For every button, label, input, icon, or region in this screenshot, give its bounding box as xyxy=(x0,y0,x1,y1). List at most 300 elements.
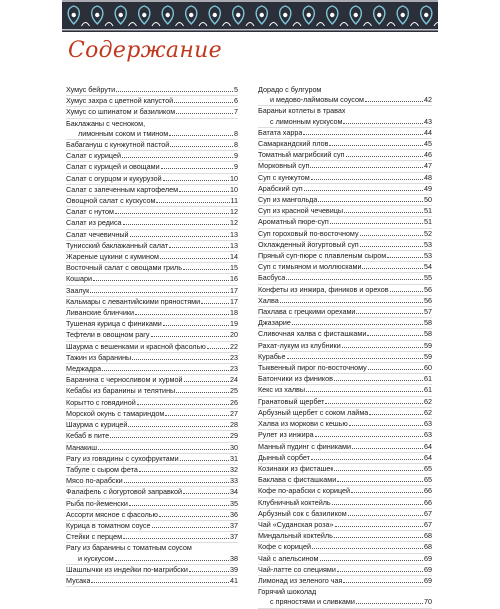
toc-entry xyxy=(66,230,238,241)
toc-entry xyxy=(258,554,432,565)
dot-leader xyxy=(311,179,423,180)
toc-page-number: 37 xyxy=(230,532,238,542)
toc-entry-title: Басбуса xyxy=(258,273,286,283)
toc-entry-title: Бабагануш с кунжутной пастой xyxy=(66,140,170,150)
dot-leader xyxy=(320,560,424,561)
toc-entry-title: Ароматный пюре-суп xyxy=(258,217,329,227)
toc-entry xyxy=(66,386,238,397)
toc-page-number: 9 xyxy=(234,162,238,172)
toc-entry-title-continued: и кускусом xyxy=(78,553,114,563)
toc-entry xyxy=(66,420,238,431)
dot-leader xyxy=(287,358,423,359)
toc-page-number: 69 xyxy=(424,564,432,574)
toc-page-number: 61 xyxy=(424,385,432,395)
toc-entry-title: Курабье xyxy=(258,351,286,361)
toc-entry-title: Дорадо с булгуром xyxy=(258,85,322,94)
toc-entry-title: Тажин из баранины xyxy=(66,352,132,362)
toc-page-number: 22 xyxy=(230,341,238,351)
toc-page-number: 13 xyxy=(230,229,238,239)
toc-page-number: 53 xyxy=(424,251,432,261)
toc-entry-title: Халва xyxy=(258,295,279,305)
toc-entry xyxy=(258,128,432,139)
toc-page-number: 27 xyxy=(230,408,238,418)
dot-leader xyxy=(124,482,229,483)
toc-entry-title: Табуле с сыром фета xyxy=(66,464,138,474)
toc-entry xyxy=(258,397,432,408)
dot-leader xyxy=(365,101,423,102)
toc-entry xyxy=(258,173,432,184)
dot-leader xyxy=(348,515,423,516)
toc-entry xyxy=(258,520,432,531)
toc-entry xyxy=(66,353,238,364)
dot-leader xyxy=(165,415,229,416)
toc-page-number: 7 xyxy=(234,107,238,117)
toc-entry-title: Тыквенный пирог по-восточному xyxy=(258,363,367,373)
toc-entry xyxy=(66,476,238,487)
toc-entry-title: Кекс из халвы xyxy=(258,385,305,395)
toc-page-number: 46 xyxy=(424,150,432,160)
toc-entry xyxy=(258,475,432,486)
toc-page-number: 8 xyxy=(234,128,238,138)
toc-entry xyxy=(66,107,238,118)
dot-leader xyxy=(161,168,233,169)
toc-entry-title: Шаурма с вешенками и красной фасолью xyxy=(66,341,206,351)
toc-entry xyxy=(66,241,238,252)
toc-entry-title: Баранина с черносливом и хурмой xyxy=(66,375,183,385)
toc-page-number: 26 xyxy=(230,397,238,407)
dot-leader xyxy=(352,448,423,449)
toc-page-number: 65 xyxy=(424,463,432,473)
toc-page-number: 62 xyxy=(424,407,432,417)
toc-page-number: 49 xyxy=(424,183,432,193)
dot-leader xyxy=(315,436,423,437)
toc-page-number: 66 xyxy=(424,497,432,507)
toc-entry-title: Арбузный сок с базиликом xyxy=(258,508,347,518)
toc-page-number: 69 xyxy=(424,553,432,563)
dot-leader xyxy=(159,516,229,517)
toc-entry xyxy=(258,385,432,396)
toc-entry-title: Чай «Суданская роза» xyxy=(258,519,334,529)
toc-entry xyxy=(66,218,238,229)
toc-entry-title: Хумус бейрути xyxy=(66,85,116,94)
dot-leader xyxy=(123,538,229,539)
toc-page-number: 58 xyxy=(424,318,432,328)
toc-page-number: 17 xyxy=(230,285,238,295)
toc-column-left xyxy=(66,85,238,587)
toc-entry-title: Халва из моркови с кешью xyxy=(258,419,348,429)
toc-entry-title: Кебабы из баранины и телятины xyxy=(66,386,176,396)
toc-entry xyxy=(258,374,432,385)
dot-leader xyxy=(183,493,229,494)
dot-leader xyxy=(135,314,229,315)
toc-entry xyxy=(258,184,432,195)
toc-page-number: 69 xyxy=(424,575,432,585)
toc-page-number: 61 xyxy=(424,374,432,384)
toc-entry-title: Суп из красной чечевицы xyxy=(258,206,344,216)
toc-entry xyxy=(258,419,432,430)
toc-entry-title: Тушеная курица с финиками xyxy=(66,319,162,329)
toc-entry-title: Салат с огурцом и кукурузой xyxy=(66,173,162,183)
toc-entry xyxy=(66,185,238,196)
toc-page-number: 47 xyxy=(424,161,432,171)
toc-page-number: 28 xyxy=(230,420,238,430)
toc-entry xyxy=(258,565,432,576)
toc-page-number: 9 xyxy=(234,151,238,161)
toc-entry xyxy=(66,140,238,151)
toc-entry xyxy=(258,139,432,150)
toc-entry-title-continued: и медово-лаймовым соусом xyxy=(270,95,364,105)
toc-entry xyxy=(258,408,432,419)
toc-entry xyxy=(258,352,432,363)
toc-entry xyxy=(258,542,432,553)
toc-entry xyxy=(66,465,238,476)
dot-leader xyxy=(102,370,229,371)
dot-leader xyxy=(349,425,423,426)
toc-entry-title: Конфеты из инжира, фиников и орехов xyxy=(258,284,389,294)
dot-leader xyxy=(362,268,423,269)
toc-entry xyxy=(66,151,238,162)
toc-entry xyxy=(258,206,432,217)
toc-entry-title: Шаурма с курицей xyxy=(66,420,128,430)
dot-leader xyxy=(310,167,423,168)
dot-leader xyxy=(337,571,423,572)
toc-entry xyxy=(66,532,238,543)
toc-entry-title: Пряный суп-пюре с плавленым сыром xyxy=(258,251,387,261)
dot-leader xyxy=(334,537,423,538)
toc-entry-title-continued: лимонным соком и тмином xyxy=(78,128,169,138)
toc-entry-title-continued: с лимонным кускусом xyxy=(270,116,343,126)
toc-entry xyxy=(66,431,238,442)
dot-leader xyxy=(346,156,424,157)
toc-entry-title: Восточный салат с овощами гриль xyxy=(66,263,182,273)
toc-entry xyxy=(66,398,238,409)
toc-page-number: 11 xyxy=(230,196,238,206)
toc-entry-title: Салат чечевичный xyxy=(66,229,129,239)
toc-entry-title: Морковный суп xyxy=(258,161,310,171)
toc-entry-title: Пахлава с грецкими орехами xyxy=(258,307,356,317)
dot-leader xyxy=(93,280,229,281)
toc-entry xyxy=(258,318,432,329)
toc-entry-title: Рулет из инжира xyxy=(258,430,314,440)
toc-entry xyxy=(258,430,432,441)
toc-entry-title: Манакиш xyxy=(66,442,97,452)
dot-leader xyxy=(342,347,423,348)
dot-leader xyxy=(325,403,423,404)
dot-leader xyxy=(390,291,423,292)
toc-entry-title: Тефтели в овощном рагу xyxy=(66,330,150,340)
toc-page-number: 63 xyxy=(424,430,432,440)
dot-leader xyxy=(169,135,233,136)
dot-leader xyxy=(130,236,229,237)
toc-page-number: 45 xyxy=(424,139,432,149)
toc-entry xyxy=(66,487,238,498)
dot-leader xyxy=(312,548,423,549)
dot-leader xyxy=(151,336,230,337)
toc-entry-title: Овощной салат с кускусом xyxy=(66,196,156,206)
toc-page-number: 67 xyxy=(424,519,432,529)
dot-leader xyxy=(123,224,229,225)
dot-leader xyxy=(369,414,423,415)
toc-entry-title: Чай-латте со специями xyxy=(258,564,336,574)
dot-leader xyxy=(360,246,423,247)
toc-entry xyxy=(66,252,238,263)
toc-entry-title: Баклава с фисташками xyxy=(258,475,337,485)
toc-entry-title: Баклажаны с чесноком, xyxy=(66,118,146,128)
toc-entry-title: Хумус захра с цветной капустой xyxy=(66,96,174,106)
toc-entry xyxy=(66,274,238,285)
toc-page-number: 10 xyxy=(230,184,238,194)
toc-entry xyxy=(66,119,238,140)
toc-entry-title: Миндальный коктейль xyxy=(258,531,333,541)
toc-page-number: 58 xyxy=(424,329,432,339)
toc-entry-title: Кофе по-арабски с корицей xyxy=(258,486,351,496)
dot-leader xyxy=(387,257,423,258)
toc-entry xyxy=(66,375,238,386)
dot-leader xyxy=(367,335,423,336)
toc-page-number: 51 xyxy=(424,206,432,216)
dot-leader xyxy=(334,380,423,381)
toc-page-number: 39 xyxy=(230,564,238,574)
dot-leader xyxy=(91,582,229,583)
toc-entry-title: Хумус со шпинатом и базиликом xyxy=(66,107,176,117)
dot-leader xyxy=(98,449,229,450)
dot-leader xyxy=(360,235,423,236)
toc-entry xyxy=(66,454,238,465)
toc-entry xyxy=(66,342,238,353)
toc-entry-title: Арбузный щербет с соком лайма xyxy=(258,407,369,417)
dot-leader xyxy=(329,145,423,146)
dot-leader xyxy=(332,504,423,505)
toc-entry xyxy=(66,543,238,564)
dot-leader xyxy=(110,437,229,438)
toc-page-number: 35 xyxy=(230,498,238,508)
toc-entry-title: Ассорти мясное с фасолью xyxy=(66,509,158,519)
toc-entry xyxy=(258,587,432,608)
toc-page-number: 17 xyxy=(230,296,238,306)
toc-entry xyxy=(258,486,432,497)
toc-page-number: 19 xyxy=(230,319,238,329)
toc-entry-title: Суп гороховый по-восточному xyxy=(258,228,359,238)
toc-entry xyxy=(258,251,432,262)
toc-entry xyxy=(66,286,238,297)
dot-leader xyxy=(292,324,423,325)
dot-leader xyxy=(344,212,423,213)
toc-page-number: 12 xyxy=(230,218,238,228)
toc-entry-title: Лимонад из зеленого чая xyxy=(258,575,343,585)
dot-leader xyxy=(335,526,424,527)
dot-leader xyxy=(311,459,423,460)
dot-leader xyxy=(116,91,233,92)
dot-leader xyxy=(132,359,229,360)
toc-page-number: 18 xyxy=(230,308,238,318)
toc-entry xyxy=(66,308,238,319)
toc-entry-title: Горячий шоколад xyxy=(258,587,317,597)
dot-leader xyxy=(176,392,229,393)
toc-entry-title: Суп с тимьяном и моллюсками xyxy=(258,262,362,272)
header-ornament xyxy=(62,0,438,32)
toc-page-number: 31 xyxy=(230,453,238,463)
toc-page-number: 67 xyxy=(424,508,432,518)
toc-page-number: 44 xyxy=(424,127,432,137)
toc-entry xyxy=(258,296,432,307)
dot-leader xyxy=(356,313,423,314)
toc-entry xyxy=(258,307,432,318)
toc-page-number: 42 xyxy=(424,95,432,105)
toc-entry-title: Корытто с говядиной xyxy=(66,397,136,407)
toc-page-number: 14 xyxy=(230,252,238,262)
toc-page-number: 8 xyxy=(234,140,238,150)
toc-entry xyxy=(258,285,432,296)
dot-leader xyxy=(184,381,230,382)
toc-entry-title: Стейки с перцем xyxy=(66,532,123,542)
toc-column-right xyxy=(258,85,432,609)
toc-entry-title: Кебаб в пите xyxy=(66,431,110,441)
toc-entry xyxy=(66,576,238,587)
dot-leader xyxy=(189,571,229,572)
toc-entry-title: Клубничный коктейль xyxy=(258,497,331,507)
toc-entry xyxy=(66,565,238,576)
toc-entry xyxy=(66,162,238,173)
toc-entry-title: Мясо по-арабски xyxy=(66,476,123,486)
dot-leader xyxy=(343,123,423,124)
toc-page-number: 43 xyxy=(424,116,432,126)
toc-entry xyxy=(66,207,238,218)
toc-entry-title: Суп из мангольда xyxy=(258,195,318,205)
dot-leader xyxy=(286,279,423,280)
toc-entry-title: Охлажденный йогуртовый суп xyxy=(258,239,359,249)
toc-entry-title: Кофе с корицей xyxy=(258,542,311,552)
toc-page-number: 25 xyxy=(230,386,238,396)
toc-entry xyxy=(258,453,432,464)
toc-entry-title: Джазарие xyxy=(258,318,291,328)
toc-entry xyxy=(258,509,432,520)
toc-entry-title-continued: с пряностями и сливками xyxy=(270,597,355,607)
toc-page-number: 32 xyxy=(230,464,238,474)
toc-page-number: 36 xyxy=(230,509,238,519)
toc-entry-title: Кошари xyxy=(66,274,92,284)
toc-entry xyxy=(258,161,432,172)
dot-leader xyxy=(179,191,229,192)
toc-entry xyxy=(66,443,238,454)
dot-leader xyxy=(334,470,423,471)
toc-entry-title: Фалафель с йогуртовой заправкой xyxy=(66,487,183,497)
toc-entry xyxy=(258,240,432,251)
dot-leader xyxy=(174,102,233,103)
toc-entry-title: Салат с нутом xyxy=(66,207,114,217)
dot-leader xyxy=(128,426,229,427)
toc-page-number: 13 xyxy=(230,240,238,250)
toc-entry-title: Салат с курицей xyxy=(66,151,121,161)
dot-leader xyxy=(330,223,423,224)
toc-entry xyxy=(258,341,432,352)
page-title: Содержание xyxy=(68,38,222,63)
toc-entry-title: Ливанские блинчики xyxy=(66,308,135,318)
toc-page-number: 66 xyxy=(424,486,432,496)
toc-entry xyxy=(258,531,432,542)
toc-entry-title: Рахат-лукум из клубники xyxy=(258,340,341,350)
toc-entry xyxy=(258,195,432,206)
toc-page-number: 23 xyxy=(230,352,238,362)
dot-leader xyxy=(163,325,229,326)
toc-entry xyxy=(66,174,238,185)
toc-page-number: 41 xyxy=(230,575,238,585)
toc-entry-title: Сливочная халва с фисташками xyxy=(258,329,367,339)
dot-leader xyxy=(343,582,423,583)
toc-entry xyxy=(258,498,432,509)
toc-page-number: 5 xyxy=(234,85,238,94)
toc-entry xyxy=(258,262,432,273)
dot-leader xyxy=(303,134,423,135)
toc-page-number: 12 xyxy=(230,207,238,217)
toc-page-number: 15 xyxy=(230,263,238,273)
toc-page-number: 48 xyxy=(424,172,432,182)
toc-page-number: 70 xyxy=(424,597,432,607)
toc-page-number: 64 xyxy=(424,441,432,451)
toc-page-number: 53 xyxy=(424,239,432,249)
toc-entry-title: Шашлычки из индейки по-магрибски xyxy=(66,564,188,574)
toc-page-number: 62 xyxy=(424,396,432,406)
toc-page-number: 56 xyxy=(424,295,432,305)
toc-entry xyxy=(258,464,432,475)
toc-entry-title: Козинаки из фисташек xyxy=(258,463,334,473)
dot-leader xyxy=(160,258,229,259)
toc-entry xyxy=(66,330,238,341)
toc-entry-title: Рагу из баранины с томатным соусом xyxy=(66,543,192,553)
toc-entry xyxy=(258,217,432,228)
dot-leader xyxy=(306,391,423,392)
dot-leader xyxy=(176,113,233,114)
toc-entry xyxy=(66,510,238,521)
toc-page-number: 63 xyxy=(424,419,432,429)
toc-entry-title: Тунисский баклажанный салат xyxy=(66,240,169,250)
toc-entry-title: Мусака xyxy=(66,575,91,585)
toc-entry-title: Томатный магрибский суп xyxy=(258,150,345,160)
toc-page-number: 65 xyxy=(424,475,432,485)
toc-entry xyxy=(258,576,432,587)
toc-entry-title: Самаркандский плов xyxy=(258,139,329,149)
dot-leader xyxy=(156,202,229,203)
toc-entry xyxy=(258,442,432,453)
dot-leader xyxy=(207,348,229,349)
toc-page-number: 37 xyxy=(230,520,238,530)
toc-entry xyxy=(66,409,238,420)
toc-page-number: 16 xyxy=(230,274,238,284)
toc-entry xyxy=(258,229,432,240)
toc-page-number: 52 xyxy=(424,228,432,238)
toc-entry-title: Гранатовый щербет xyxy=(258,396,325,406)
toc-page-number: 23 xyxy=(230,364,238,374)
toc-entry-title: Меджадра xyxy=(66,364,102,374)
dot-leader xyxy=(129,505,229,506)
dot-leader xyxy=(139,471,229,472)
dot-leader xyxy=(152,527,229,528)
dot-leader xyxy=(183,269,229,270)
toc-entry-title: Жареные цукини с кумином xyxy=(66,252,159,262)
toc-entry-title: Кальмары с левантийскими пряностями xyxy=(66,296,201,306)
toc-page-number: 59 xyxy=(424,351,432,361)
toc-entry-title: Морской окунь с тамариндом xyxy=(66,408,165,418)
toc-page-number: 51 xyxy=(424,217,432,227)
toc-entry-title: Салат из редиса xyxy=(66,218,122,228)
toc-page-number: 56 xyxy=(424,284,432,294)
toc-entry-title: Салат с курицей и овощами xyxy=(66,162,160,172)
toc-entry xyxy=(258,150,432,161)
dot-leader xyxy=(115,560,229,561)
toc-page-number: 57 xyxy=(424,307,432,317)
toc-entry xyxy=(258,85,432,106)
toc-entry-title: Курица в томатном соусе xyxy=(66,520,151,530)
toc-page-number: 64 xyxy=(424,452,432,462)
